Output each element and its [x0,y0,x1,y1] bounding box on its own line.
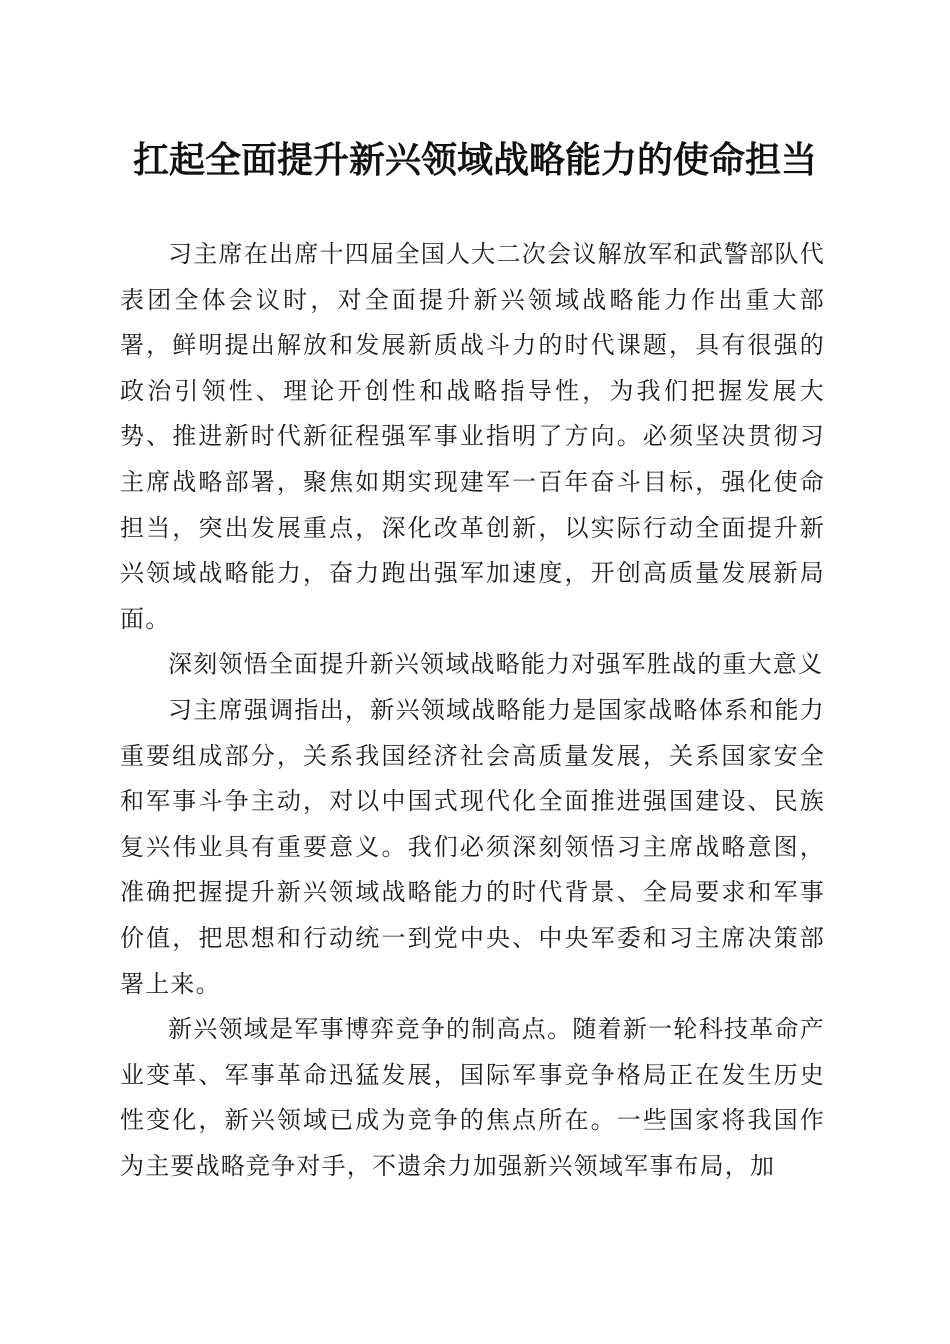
section-heading: 深刻领悟全面提升新兴领域战略能力对强军胜战的重大意义 [168,650,824,679]
paragraph-intro: 习主席在出席十四届全国人大二次会议解放军和武警部队代表团全体会议时，对全面提升新兴领域战略能力作出重大部署，鲜明提出解放和发展新质战斗力的时代课题，具有很强的政治引领性、理论开创性和战略指导性，为我们把握发展大势、推进新时代新征程强军事业指明了方向。必须坚决贯彻习主席战略部署，聚焦如期实现建军一百年奋斗目标，强化使命担当，突出发展重点，深化改革创新，以实际行动全面提升新兴领域战略能力，奋力跑出强军加速度，开创高质量发展新局面。 [120,240,825,633]
document-body [120,232,825,1189]
paragraph-emerging-domains: 新兴领域是军事博弈竞争的制高点。随着新一轮科技革命产业变革、军事革命迅猛发展，国际军事竞争格局正在发生历史性变化，新兴领域已成为竞争的焦点所在。一些国家将我国作为主要战略竞争对手，不遗余力加强新兴领域军事布局，加 [120,1015,825,1180]
paragraph-significance: 习主席强调指出，新兴领域战略能力是国家战略体系和能力重要组成部分，关系我国经济社会高质量发展，关系国家安全和军事斗争主动，对以中国式现代化全面推进强国建设、民族复兴伟业具有重要意义。我们必须深刻领悟习主席战略意图，准确把握提升新兴领域战略能力的时代背景、全局要求和军事价值，把思想和行动统一到党中央、中央军委和习主席决策部署上来。 [120,695,825,998]
document-title: 扛起全面提升新兴领域战略能力的使命担当 [132,139,817,181]
